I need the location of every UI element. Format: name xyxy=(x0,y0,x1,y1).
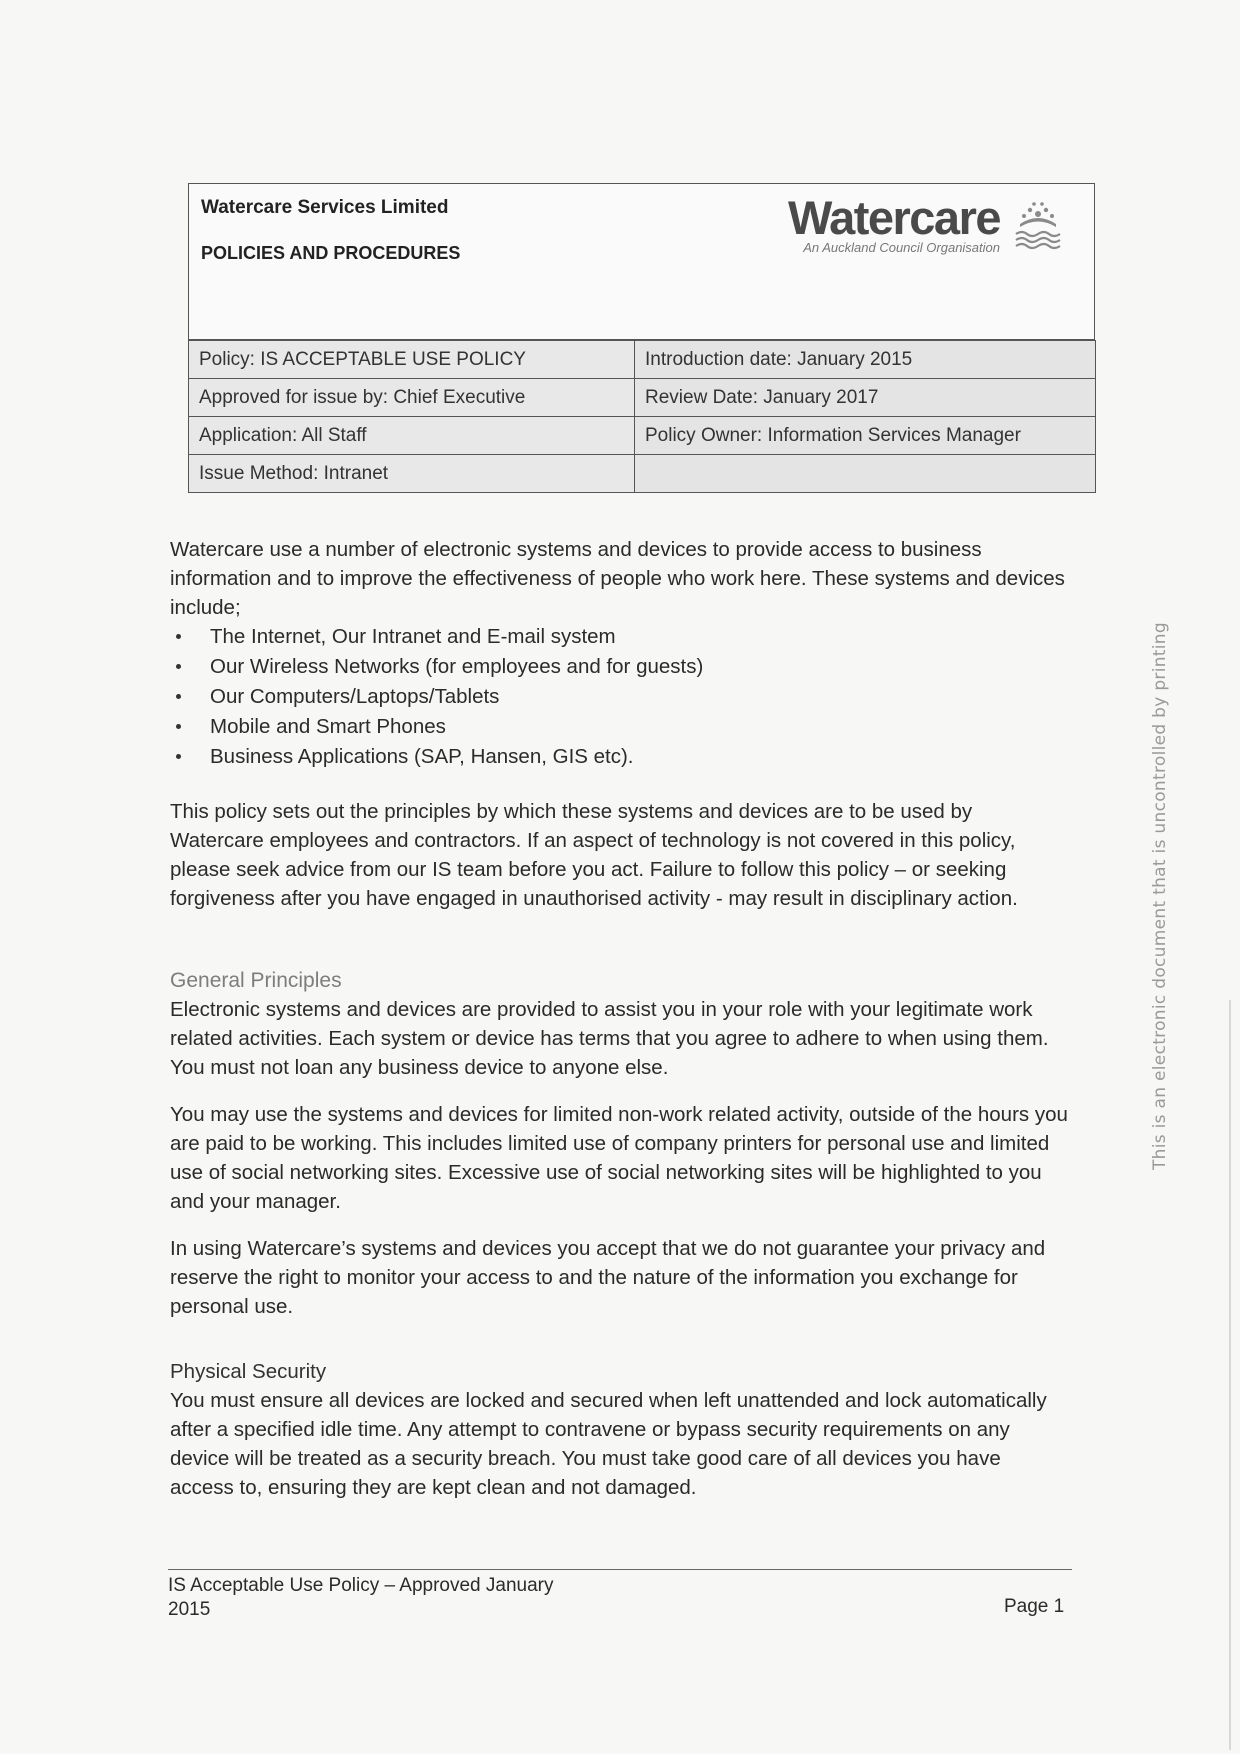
application-cell: Application: All Staff xyxy=(189,417,635,455)
scope-paragraph: This policy sets out the principles by which these systems and devices are to be used by Watercare employees and contractors. If an aspect of technology is not covered in this policy, please seek advice from our IS team before you act. Failure to follow this policy – or seeking forgiveness after you have engaged in unauthorised activity - may result in disciplinary action. xyxy=(170,800,1018,910)
principles-paragraph-1: Electronic systems and devices are provided to assist you in your role with your legitimate work related activities. Each system or device has terms that you agree to adhere to when using them. You must not loan any business device to anyone else. xyxy=(170,998,1049,1079)
watercare-logo xyxy=(748,191,1078,255)
table-row xyxy=(189,341,1096,379)
list-item: Mobile and Smart Phones xyxy=(170,712,1070,742)
footer-title-line-2: 2015 xyxy=(168,1599,211,1620)
issue-method-cell: Issue Method: Intranet xyxy=(189,455,635,493)
list-item: Our Wireless Networks (for employees and for guests) xyxy=(170,652,1070,682)
review-date-cell: Review Date: January 2017 xyxy=(635,379,1096,417)
general-principles-heading: General Principles xyxy=(170,969,342,992)
approved-by-cell: Approved for issue by: Chief Executive xyxy=(189,379,635,417)
page-number: Page 1 xyxy=(1004,1596,1065,1617)
systems-list xyxy=(170,622,1070,772)
physical-security-section xyxy=(170,1357,1070,1502)
general-principles-section xyxy=(170,966,1070,1321)
footer-document-title xyxy=(168,1574,554,1622)
company-name: Watercare Services Limited xyxy=(201,197,449,218)
table-row xyxy=(189,417,1096,455)
scan-edge-line xyxy=(1229,1000,1231,1750)
principles-paragraph-3: In using Watercare’s systems and devices you accept that we do not guarantee your privacy and reserve the right to monitor your access to and the nature of the information you exchange for personal use. xyxy=(170,1237,1046,1318)
intro-section xyxy=(170,535,1070,772)
list-item: Business Applications (SAP, Hansen, GIS etc). xyxy=(170,742,1070,772)
section-title: POLICIES AND PROCEDURES xyxy=(201,243,461,263)
empty-cell xyxy=(635,455,1096,493)
introduction-date-cell: Introduction date: January 2015 xyxy=(635,341,1096,379)
list-item: Our Computers/Laptops/Tablets xyxy=(170,682,1070,712)
policy-owner-cell: Policy Owner: Information Services Manager xyxy=(635,417,1096,455)
document-header xyxy=(188,183,1095,340)
scope-section xyxy=(170,797,1070,913)
table-row xyxy=(189,455,1096,493)
policy-details-table xyxy=(188,340,1096,493)
principles-paragraph-2: You may use the systems and devices for limited non-work related activity, outside of the hours you are paid to be working. This includes limited use of company printers for personal use and limited use of social networking sites. Excessive use of social networking sites will be highlighted to you and your manager. xyxy=(170,1103,1068,1213)
footer-title-line-1: IS Acceptable Use Policy – Approved January xyxy=(168,1575,554,1596)
watercare-emblem-icon xyxy=(1010,196,1066,252)
table-row xyxy=(189,379,1096,417)
uncontrolled-copy-notice: This is an electronic document that is uncontrolled by printing xyxy=(1150,622,1170,1170)
logo-tagline: An Auckland Council Organisation xyxy=(803,240,1000,255)
policy-name-cell: Policy: IS ACCEPTABLE USE POLICY xyxy=(189,341,635,379)
footer-divider xyxy=(168,1569,1072,1570)
list-item: The Internet, Our Intranet and E-mail system xyxy=(170,622,1070,652)
physical-security-heading: Physical Security xyxy=(170,1360,327,1383)
logo-wordmark: Watercare xyxy=(787,191,1000,244)
physical-security-paragraph: You must ensure all devices are locked and secured when left unattended and lock automatically after a specified idle time. Any attempt to contravene or bypass security requirements on any device will be treated as a security breach. You must take good care of all devices you have access to, ensuring they are kept clean and not damaged. xyxy=(170,1389,1047,1499)
intro-paragraph: Watercare use a number of electronic systems and devices to provide access to business information and to improve the effectiveness of people who work here. These systems and devices include; xyxy=(170,538,1065,619)
